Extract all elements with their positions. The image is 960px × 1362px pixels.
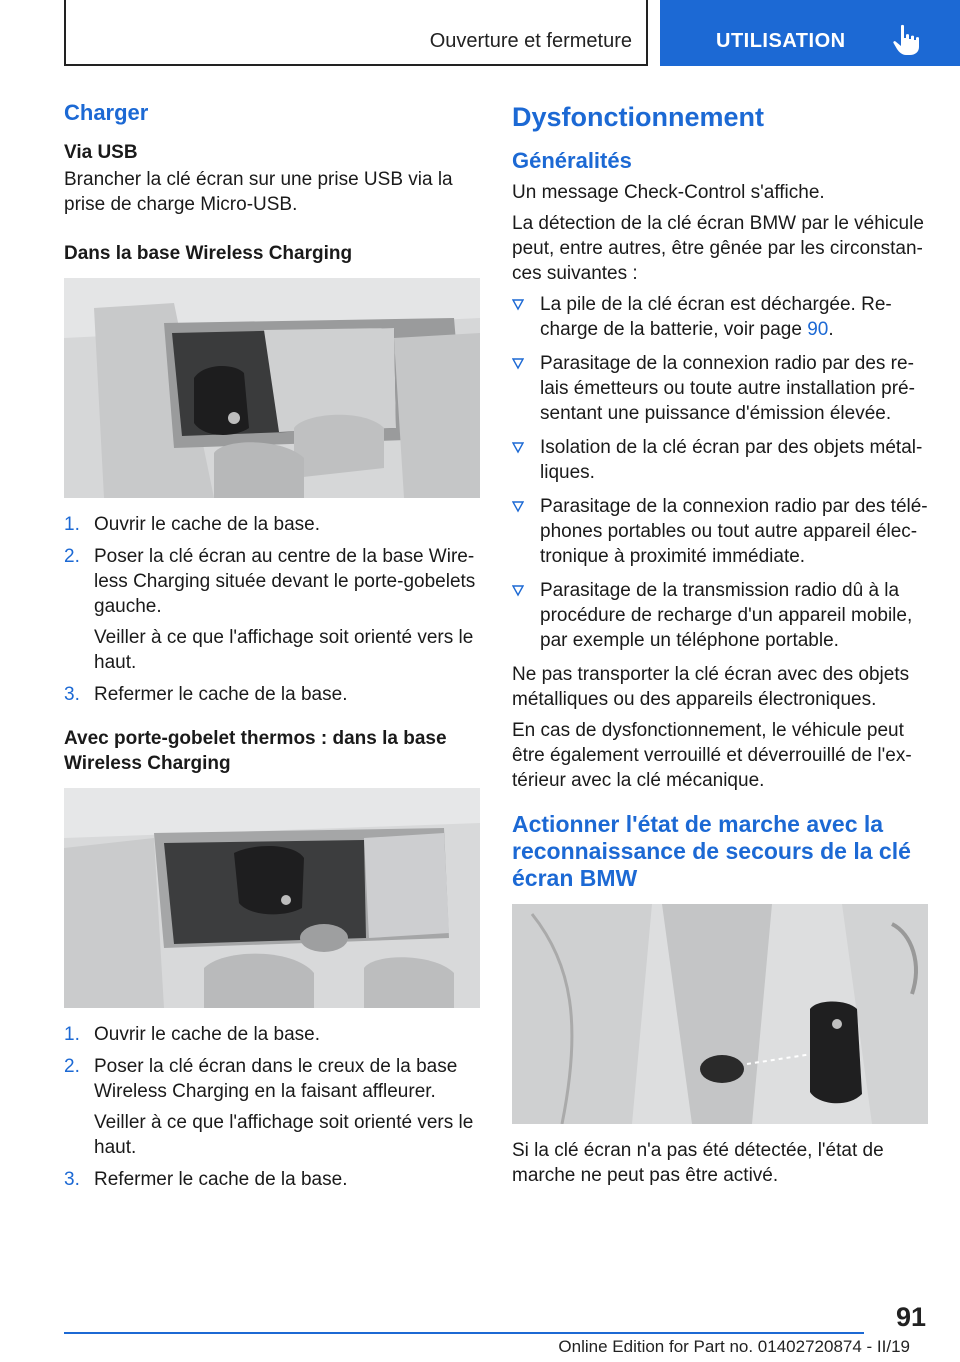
list-item: 3. Refermer le cache de la base. <box>64 1169 348 1190</box>
section-title-malfunction: Dysfonctionnement <box>512 102 765 132</box>
list-item: 1. Ouvrir le cache de la base. <box>64 1024 321 1045</box>
steps-list-thermos <box>64 1022 480 1192</box>
right-column <box>512 100 928 1194</box>
footer-divider <box>64 1332 864 1334</box>
paragraph: En cas de dysfonctionnement, le véhicule peut être également verrouillé et déverrouillé de l'ex‐térieur avec la clé mécanique. <box>512 720 912 791</box>
list-item: 2. Poser la clé écran au centre de la base Wire‐less Charging située devant le porte-gobelets gauche. Veiller à ce que l'affichage soit orienté vers le haut. <box>64 546 476 673</box>
triangle-bullet-icon <box>512 358 524 370</box>
causes-list <box>512 292 928 653</box>
list-item: 2. Poser la clé écran dans le creux de la base Wireless Charging en la faisant affleurer. Veiller à ce que l'affichage soit orienté vers le haut. <box>64 1056 474 1158</box>
paragraph: Un message Check-Control s'affiche. <box>512 182 825 203</box>
header-section-box <box>64 0 648 66</box>
header-chapter-title: UTILISATION <box>716 30 846 52</box>
list-item: Parasitage de la connexion radio par des télé‐phones portables ou tout autre appareil élec‐tronique à proximité immédiate. <box>512 494 928 569</box>
paragraph: Ne pas transporter la clé écran avec des objets métalliques ou des appareils électroniques. <box>512 664 910 710</box>
triangle-bullet-icon <box>512 442 524 454</box>
steps-list-wireless <box>64 512 480 707</box>
list-item: Parasitage de la connexion radio par des re‐lais émetteurs ou toute autre installation pré‐sentant une puissance d'émission élevée. <box>512 351 928 426</box>
thermos-charging-base-image <box>64 788 480 1008</box>
list-item: 1. Ouvrir le cache de la base. <box>64 514 321 535</box>
footer-edition: Online Edition for Part no. 01402720874 - II/19 <box>558 1337 910 1356</box>
emergency-key-detection-image <box>512 904 928 1124</box>
triangle-bullet-icon <box>512 585 524 597</box>
page-number: 91 <box>895 1302 926 1332</box>
section-title-charger: Charger <box>64 100 149 125</box>
left-column <box>64 100 480 1199</box>
thermos-heading: Avec porte-gobelet thermos : dans la base Wireless Charging <box>64 728 447 774</box>
hand-pointer-icon <box>892 24 922 56</box>
general-heading: Généralités <box>512 148 632 173</box>
list-item: Parasitage de la transmission radio dû à la procédure de recharge d'un appareil mobile, par exemple un téléphone portable. <box>512 578 928 653</box>
triangle-bullet-icon <box>512 501 524 513</box>
usb-heading: Via USB <box>64 142 138 163</box>
paragraph: La détection de la clé écran BMW par le véhicule peut, entre autres, être gênée par les circonstan‐ces suivantes : <box>512 213 924 284</box>
list-item: 3. Refermer le cache de la base. <box>64 684 348 705</box>
emergency-heading: Actionner l'état de marche avec la reconnaissance de secours de la clé écran BMW <box>512 811 911 891</box>
header-chapter-tab <box>660 0 960 66</box>
list-item: Isolation de la clé écran par des objets métal‐liques. <box>512 435 928 485</box>
list-item: La pile de la clé écran est déchargée. Re‐charge de la batterie, voir page 90. <box>512 292 928 342</box>
wireless-heading: Dans la base Wireless Charging <box>64 243 353 264</box>
triangle-bullet-icon <box>512 299 524 311</box>
usb-text: Brancher la clé écran sur une prise USB via la prise de charge Micro-USB. <box>64 169 453 215</box>
header-section-title: Ouverture et fermeture <box>429 30 632 52</box>
paragraph: Si la clé écran n'a pas été détectée, l'état de marche ne peut pas être activé. <box>512 1140 884 1186</box>
wireless-charging-base-image <box>64 278 480 498</box>
page-link[interactable]: 90 <box>807 319 829 340</box>
